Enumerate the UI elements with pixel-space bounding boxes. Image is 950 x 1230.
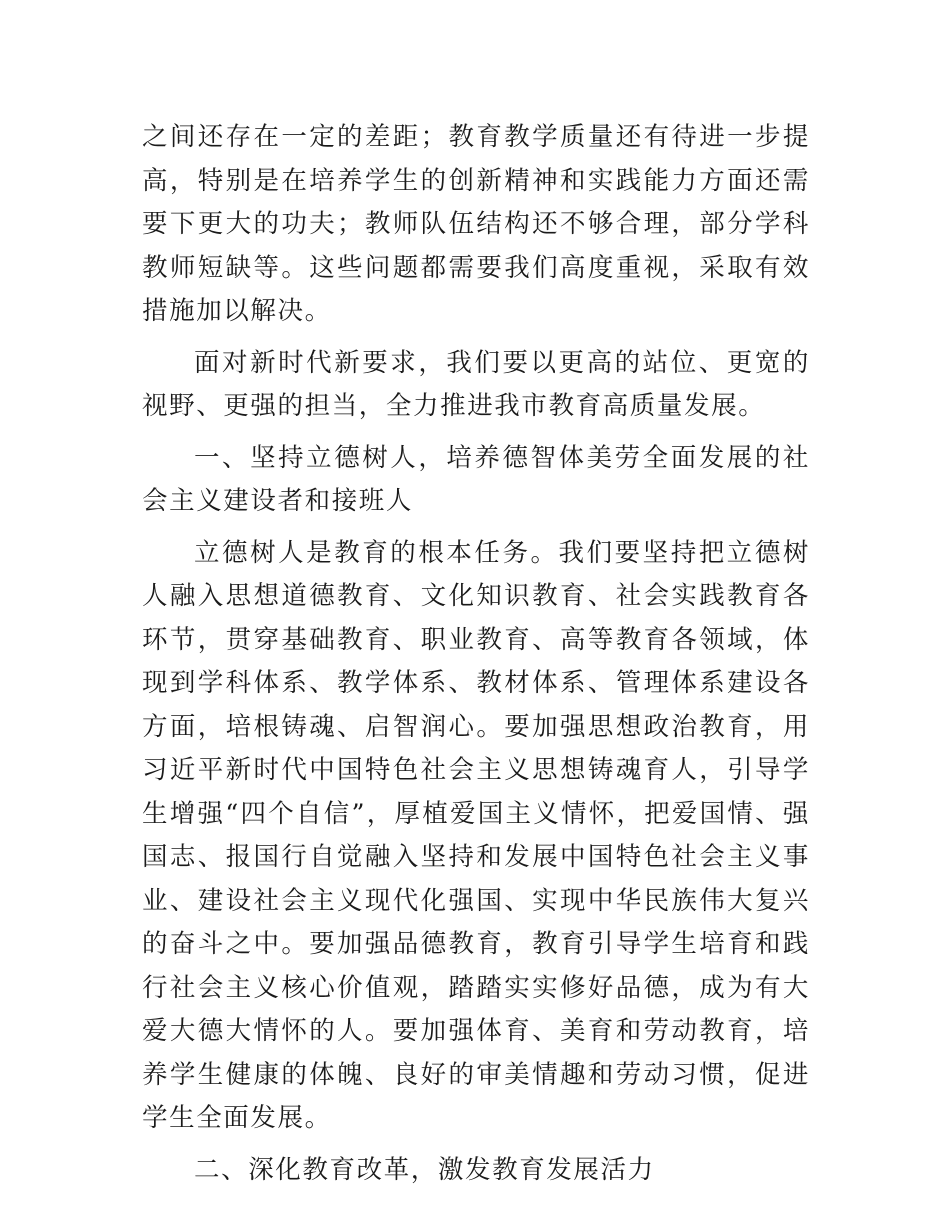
paragraph-section-1-body: 立德树人是教育的根本任务。我们要坚持把立德树人融入思想道德教育、文化知识教育、社会实践教育各环节，贯穿基础教育、职业教育、高等教育各领域，体现到学科体系、教学体系、教材体系、管理体系建设各方面，培根铸魂、启智润心。要加强思想政治教育，用习近平新时代中国特色社会主义思想铸魂育人，引导学生增强“四个自信”，厚植爱国主义情怀，把爱国情、强国志、报国行自觉融入坚持和发展中国特色社会主义事业、建设社会主义现代化强国、实现中华民族伟大复兴的奋斗之中。要加强品德教育，教育引导学生培育和践行社会主义核心价值观，踏踏实实修好品德，成为有大爱大德大情怀的人。要加强体育、美育和劳动教育，培养学生健康的体魄、良好的审美情趣和劳动习惯，促进学生全面发展。: [142, 537, 810, 1133]
paragraph-intro: 面对新时代新要求，我们要以更高的站位、更宽的视野、更强的担当，全力推进我市教育高质量发展。: [142, 347, 810, 421]
paragraph-continuation: 之间还存在一定的差距；教育教学质量还有待进一步提高，特别是在培养学生的创新精神和实践能力方面还需要下更大的功夫；教师队伍结构还不够合理，部分学科教师短缺等。这些问题都需要我们高度重视，采取有效措施加以解决。: [142, 122, 810, 326]
section-heading-1: 一、坚持立德树人，培养德智体美劳全面发展的社会主义建设者和接班人: [142, 442, 810, 516]
document-body: [142, 116, 810, 1200]
section-heading-2: 二、深化教育改革，激发教育发展活力: [194, 1154, 655, 1185]
